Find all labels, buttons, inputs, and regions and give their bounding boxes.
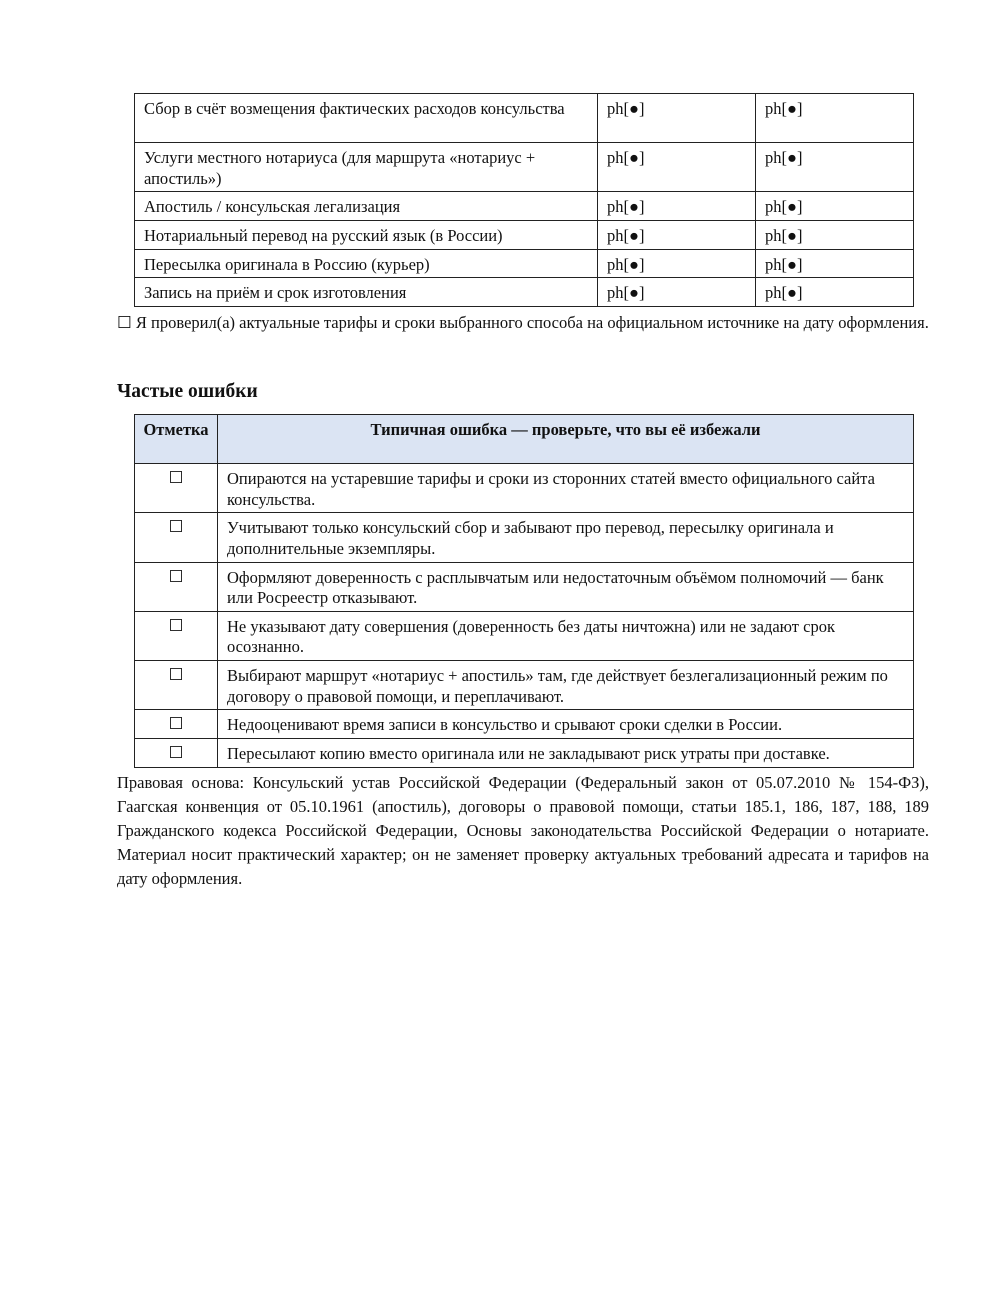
checkbox-icon[interactable]: ☐ xyxy=(135,513,218,562)
cost-placeholder: ph[●] xyxy=(598,94,756,143)
checkbox-icon[interactable]: ☐ xyxy=(135,611,218,660)
cost-item: Запись на приём и срок изготовления xyxy=(135,278,598,307)
cost-item: Услуги местного нотариуса (для маршрута «нотариус + апостиль») xyxy=(135,143,598,192)
table-row xyxy=(135,738,914,767)
table-row xyxy=(135,611,914,660)
cost-placeholder: ph[●] xyxy=(598,143,756,192)
cost-item: Апостиль / консульская легализация xyxy=(135,192,598,221)
legal-basis-paragraph: Правовая основа: Консульский устав Российской Федерации (Федеральный закон от 05.07.2010 № 154-ФЗ), Гаагская конвенция от 05.10.1961 (апостиль), договоры о правовой помощи, статьи 185.1, 186, 187, 188, 189 Гражданского кодекса Российской Федерации, Основы законодательства Российской Федерации о нотариате. Материал носит практический характер; он не заменяет проверку актуальных требований адресата и тарифов на дату оформления. xyxy=(117,773,929,888)
error-column-header: Типичная ошибка — проверьте, что вы её избежали xyxy=(218,415,914,464)
table-row xyxy=(135,661,914,710)
verification-checkbox-statement[interactable]: ☐ Я проверил(а) актуальные тарифы и сроки выбранного способа на официальном источнике на дату оформления. xyxy=(117,313,929,332)
checkbox-icon[interactable]: ☐ xyxy=(135,661,218,710)
checkbox-icon[interactable]: ☐ xyxy=(135,738,218,767)
table-row xyxy=(135,278,914,307)
table-header-row xyxy=(135,415,914,464)
cost-item: Пересылка оригинала в Россию (курьер) xyxy=(135,249,598,278)
cost-placeholder: ph[●] xyxy=(756,94,914,143)
checkbox-icon[interactable]: ☐ xyxy=(135,562,218,611)
cost-placeholder: ph[●] xyxy=(756,192,914,221)
cost-placeholder: ph[●] xyxy=(756,278,914,307)
table-row xyxy=(135,143,914,192)
common-errors-table xyxy=(134,414,914,768)
cost-placeholder: ph[●] xyxy=(598,192,756,221)
table-row xyxy=(135,249,914,278)
mark-column-header: Отметка xyxy=(135,415,218,464)
checkbox-icon[interactable]: ☐ xyxy=(135,464,218,513)
error-text: Учитывают только консульский сбор и забывают про перевод, пересылку оригинала и дополнительные экземпляры. xyxy=(218,513,914,562)
cost-item: Сбор в счёт возмещения фактических расходов консульства xyxy=(135,94,598,143)
cost-placeholder: ph[●] xyxy=(756,220,914,249)
table-row xyxy=(135,513,914,562)
cost-placeholder: ph[●] xyxy=(598,249,756,278)
error-text: Опираются на устаревшие тарифы и сроки из сторонних статей вместо официального сайта консульства. xyxy=(218,464,914,513)
cost-placeholder: ph[●] xyxy=(756,143,914,192)
cost-placeholder: ph[●] xyxy=(756,249,914,278)
table-row xyxy=(135,220,914,249)
checkbox-icon[interactable]: ☐ xyxy=(135,710,218,739)
cost-placeholder: ph[●] xyxy=(598,220,756,249)
error-text: Выбирают маршрут «нотариус + апостиль» там, где действует безлегализационный режим по договору о правовой помощи, и переплачивают. xyxy=(218,661,914,710)
table-row xyxy=(135,710,914,739)
table-row xyxy=(135,562,914,611)
cost-item: Нотариальный перевод на русский язык (в России) xyxy=(135,220,598,249)
error-text: Пересылают копию вместо оригинала или не закладывают риск утраты при доставке. xyxy=(218,738,914,767)
error-text: Не указывают дату совершения (доверенность без даты ничтожна) или не задают срок осознанно. xyxy=(218,611,914,660)
cost-placeholder: ph[●] xyxy=(598,278,756,307)
table-row xyxy=(135,192,914,221)
section-heading: Частые ошибки xyxy=(117,381,258,402)
error-text: Недооценивают время записи в консульство и срывают сроки сделки в России. xyxy=(218,710,914,739)
error-text: Оформляют доверенность с расплывчатым или недостаточным объёмом полномочий — банк или Росреестр отказывают. xyxy=(218,562,914,611)
table-row xyxy=(135,94,914,143)
costs-table xyxy=(134,93,914,307)
table-row xyxy=(135,464,914,513)
